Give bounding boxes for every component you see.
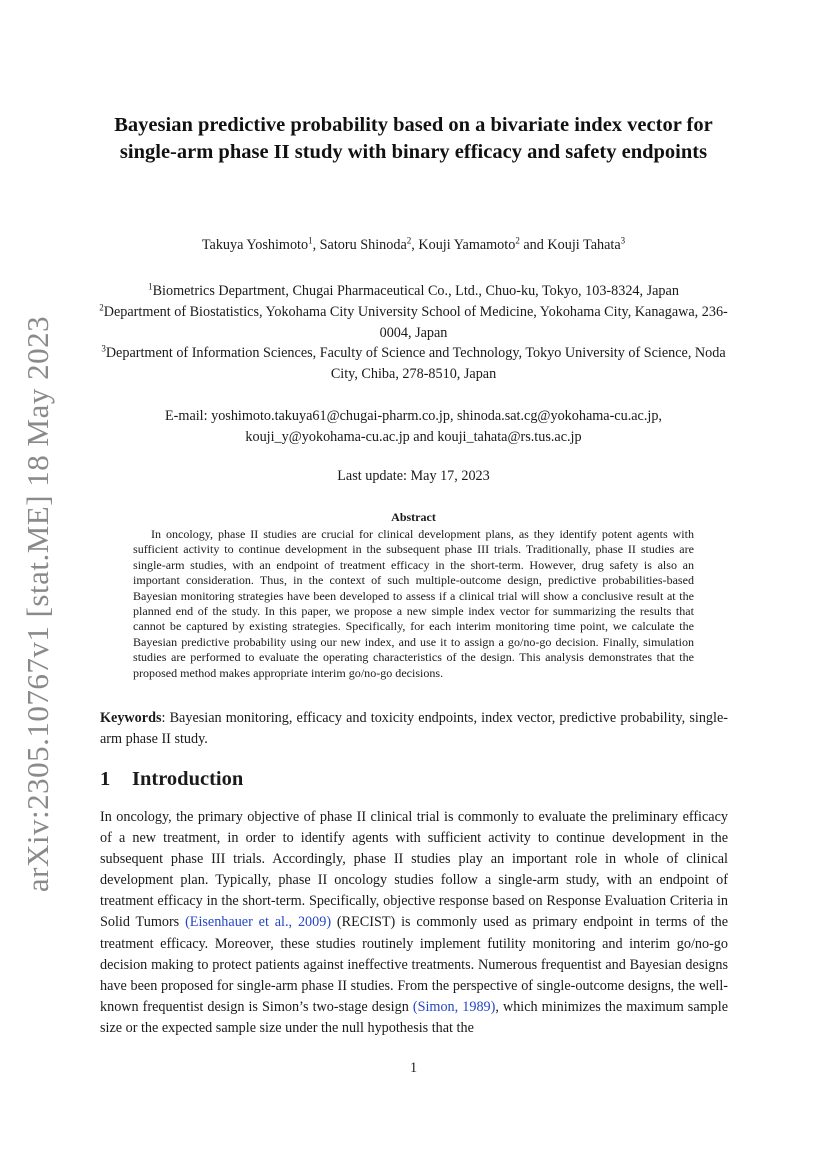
affiliation-mark: 1 bbox=[308, 235, 313, 246]
intro-text: , which minimizes the maximum sample size or the expected sample size under the null hypothesis that the bbox=[100, 998, 728, 1036]
affiliation-text: Department of Biostatistics, Yokohama City University School of Medicine, Yokohama City, Kanagawa, 236-0004, Japan bbox=[103, 303, 728, 341]
section-heading bbox=[100, 768, 243, 791]
affiliation-mark: 3 bbox=[101, 343, 106, 354]
citation-link[interactable]: (Simon, 1989) bbox=[412, 998, 496, 1015]
affiliation-mark: 3 bbox=[620, 235, 626, 246]
affiliation-item bbox=[95, 281, 732, 302]
keywords-label: Keywords bbox=[100, 710, 162, 726]
author-name: Takuya Yoshimoto bbox=[201, 237, 309, 253]
author-name: Kouji Tahata bbox=[547, 237, 621, 253]
affiliation-list bbox=[95, 281, 732, 385]
affiliation-item bbox=[95, 302, 732, 344]
email-line: E-mail: yoshimoto.takuya61@chugai-pharm.co.jp, shinoda.sat.cg@yokohama-cu.ac.jp, bbox=[165, 408, 662, 424]
affiliation-text: Department of Information Sciences, Faculty of Science and Technology, Tokyo University of Science, Noda City, Chiba, 278-8510, Japan bbox=[105, 345, 726, 383]
author-name: Satoru Shinoda bbox=[319, 237, 407, 253]
affiliation-mark: 1 bbox=[148, 281, 153, 292]
affiliation-item bbox=[95, 343, 732, 385]
author-conjunction: and bbox=[519, 237, 548, 253]
affiliation-mark: 2 bbox=[99, 302, 104, 313]
section-title: Introduction bbox=[132, 768, 244, 790]
intro-text: (RECIST) is commonly used as primary endpoint in terms of the treatment efficacy. Moreover, these studies routinely implement futility monitoring and interim go/no-go decision making to protect patients against ineffective treatments. Numerous frequentist and Bayesian designs have been proposed for single-arm phase II studies. From the perspective of single-outcome designs, the well-known frequentist design is Simon’s two-stage design bbox=[100, 914, 729, 1015]
author-list bbox=[100, 237, 727, 254]
author-separator: , bbox=[411, 237, 419, 253]
affiliation-mark: 2 bbox=[406, 235, 412, 246]
section-number: 1 bbox=[100, 768, 111, 790]
abstract-body: In oncology, phase II studies are crucial for clinical development plans, as they identify potent agents with sufficient activity to continue development in the subsequent phase III trials. Traditionally, phase II studies are single-arm studies, with an endpoint of treatment efficacy in the short-term. However, drug safety is also an important consideration. Thus, in the context of such multiple-outcome design, predictive probabilities-based Bayesian monitoring strategies have been developed to assess if a clinical trial will show a conclusive result at the planned end of the study. In this paper, we propose a new simple index vector for summarizing the results that cannot be captured by existing strategies. Specifically, for each interim monitoring time point, we calculate the Bayesian predictive probability using our new index, and use it to assign a go/no-go decision. Finally, simulation studies are performed to evaluate the operating characteristics of the design. This analysis demonstrates that the proposed method makes appropriate interim go/no-go decisions. bbox=[133, 527, 694, 680]
arxiv-identifier-text: arXiv:2305.10767v1 [stat.ME] 18 May 2023 bbox=[20, 315, 55, 893]
author-separator: , bbox=[312, 237, 320, 253]
contact-email bbox=[100, 406, 727, 448]
introduction-paragraph bbox=[100, 807, 728, 1039]
email-line: kouji_y@yokohama-cu.ac.jp and kouji_tahata@rs.tus.ac.jp bbox=[245, 428, 582, 445]
affiliation-text: Biometrics Department, Chugai Pharmaceutical Co., Ltd., Chuo-ku, Tokyo, 103-8324, Japan bbox=[152, 283, 679, 299]
citation-link[interactable]: (Eisenhauer et al., 2009) bbox=[185, 914, 332, 931]
intro-text: In oncology, the primary objective of phase II clinical trial is commonly to evaluate the preliminary efficacy of a new treatment, in order to identify agents with sufficient activity to continue development in the subsequent phase III trials. Accordingly, phase II studies play an important role in whole of clinical development plan. Typically, phase II oncology studies follow a single-arm study, with an endpoint of treatment efficacy in the short-term. Specifically, objective response based on Response Evaluation Criteria in Solid Tumors bbox=[100, 809, 728, 931]
keywords-text: : Bayesian monitoring, efficacy and toxicity endpoints, index vector, predictive probability, single-arm phase II study. bbox=[100, 710, 728, 747]
last-update: Last update: May 17, 2023 bbox=[337, 468, 490, 484]
keywords bbox=[100, 708, 728, 750]
paper-title: Bayesian predictive probability based on a bivariate index vector for single-arm phase II study with binary efficacy and safety endpoints bbox=[114, 114, 713, 163]
page-number: 1 bbox=[409, 1060, 418, 1076]
arxiv-identifier-stamp bbox=[2, 315, 74, 893]
affiliation-mark: 2 bbox=[515, 235, 520, 246]
author-name: Kouji Yamamoto bbox=[418, 237, 516, 253]
abstract-heading: Abstract bbox=[391, 510, 436, 524]
